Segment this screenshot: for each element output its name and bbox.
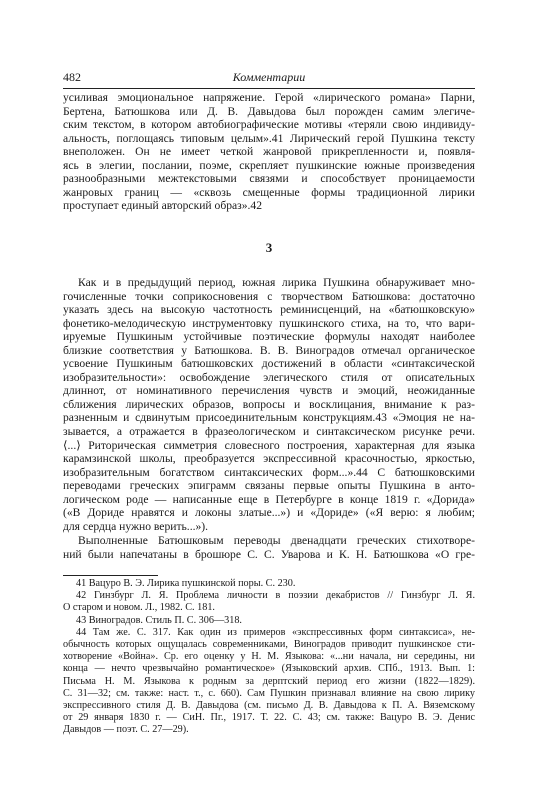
text-line: длиннот, от номинативного перечисления чувств и эмоций, неожиданные [63,384,475,398]
text-line: Как и в предыдущий период, южная лирика Пушкина обнаруживает мно- [78,276,475,289]
paragraph-last [63,534,475,561]
paragraph-top [63,91,475,213]
text-line: зывается, а отражается в фразеологическом и синтаксическом рисунке речи. [63,425,475,439]
text-line: усвоение Пушкиным батюшковских достижений в области «синтаксической [63,357,475,371]
text-line: фонетико-мелодическую инструментовку пушкинского стиха, на то, что вари- [63,316,475,330]
text-line: карамзинской школы, преобразуется экспрессивной красочностью, яркостью, [63,452,475,466]
text-line: альность, поглощаясь типовым целым».41 Лирический герой Пушкина тексту [63,131,475,145]
footnote-line: Давыдов — поэт. С. 27—29). [63,724,189,736]
paragraph-main [63,276,475,533]
footnote-line: О старом и новом. Л., 1982. С. 181. [63,602,215,614]
running-head: Комментарии [232,70,306,84]
text-line: жанровых границ — «сквозь смещенные формы традиционной лирики [63,185,475,199]
text-line: гочисленные точки соприкосновения с творчеством Батюшкова: достаточно [63,289,475,303]
text-line: ясь в элегии, послании, поэме, скрепляет пушкинские южные произведения [63,158,475,172]
text-line: ⟨...⟩ Риторическая симметрия словесного построения, характерная для языка [63,438,475,452]
text-line: разнообразными межтекстовыми связями и способствует проницаемости [63,172,475,186]
text-line: усиливая эмоциональное напряжение. Герой «лирического романа» Парни, [63,91,475,104]
footnote-line: хотворение «Война». Ср. его оценку у Н. М. Языкова: «...ни начала, ни середины, ни [63,651,475,663]
footnotes [63,578,475,736]
footnote-line: от 29 января 1830 г. — СиН. Пг., 1917. Т. 22. С. 43; см. также: Вацуро В. Э. Денис [63,712,475,724]
text-line: ний были напечатаны в брошюре С. С. Уварова и К. Н. Батюшкова «О гре- [63,547,475,561]
text-line: сближения лирических образов, вопросы и восклицания, внимание к раз- [63,397,475,411]
text-line: разненным и сдвинутым присоединительным конструкциям.43 «Эмоция не на- [63,411,475,425]
footnote-rule [63,575,158,576]
text-line: проступает единый авторский образ».42 [63,199,263,213]
text-line: изобразительным богатством синтаксических форм...».44 С батюшковскими [63,465,475,479]
footnote-line: 42 Гинзбург Л. Я. Проблема личности в поэзии декабристов // Гинзбург Л. Я. [76,590,475,602]
text-line: логическом роде — написанные еще в Петербурге в конце 1819 г. «Дорида» [63,492,475,506]
text-line: изобразительности»: освобождение элегического стиля от описательных [63,370,475,384]
text-line: близкие соответствия у Батюшкова. В. В. Виноградов отмечал органическое [63,343,475,357]
footnote-line: 44 Там же. С. 317. Как один из примеров «экспрессивных форм синтаксиса», не- [76,626,475,638]
text-line: ским текстом, в котором автобиографические мотивы «теряли свою индивиду- [63,118,475,132]
text-line: Выполненные Батюшковым переводы двенадцати греческих стихотворе- [78,534,475,547]
section-number: 3 [265,240,273,255]
header-rule [63,88,475,89]
text-line: Бертена, Батюшкова или Д. В. Давыдова был порожден самим элегиче- [63,104,475,118]
text-line: указать здесь на высокую частотность реминисценций, на «батюшковскую» [63,303,475,317]
text-line: внеположен. Он не имеет четкой жанровой прикрепленности и, появля- [63,145,475,159]
text-line: («В Дориде нравятся и локоны златые...») и «Дориде» («Я верю: я любим; [63,506,475,520]
page-number: 482 [63,70,81,84]
footnote-line: 41 Вацуро В. Э. Лирика пушкинской поры. С. 230. [76,578,296,589]
text-line: для сердца нужно верить...»). [63,519,209,533]
footnote-line: конца — нечто чрезвычайно романтическое» (Языковский архив. СПб., 1913. Вып. 1: [63,663,475,675]
footnote-line: обычность которых ощущалась современниками, Виноградов приводит пушкинское сти- [63,638,475,650]
footnote-line: экспрессивного стиля Д. В. Давыдова (см. письмо Д. В. Давыдова к П. А. Вяземскому [63,699,475,711]
text-line: переводами греческих эпиграмм связаны первые опыты Пушкина в анто- [63,479,475,493]
footnote-line: Письма Н. М. Языкова к родным за дерптский период его жизни (1822—1829). [63,675,475,687]
footnote-line: С. 31—32; см. также: наст. т., с. 660). Сам Пушкин признавал влияние на свою лирику [63,687,475,699]
footnote-line: 43 Виноградов. Стиль П. С. 306—318. [76,614,242,626]
text-line: ируемые Пушкиным устойчивые поэтические формулы находят наиболее [63,330,475,344]
page-header [63,70,475,86]
